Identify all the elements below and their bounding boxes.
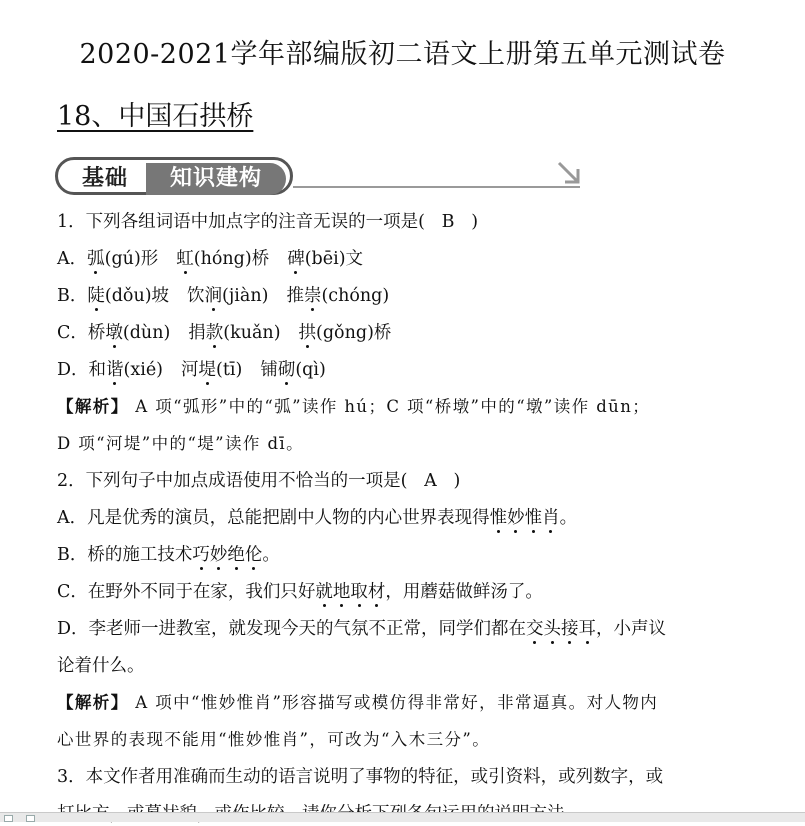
dotted-char: 取 <box>350 582 368 602</box>
dotted-char: 妙 <box>209 545 228 565</box>
q1-stem-close: ) <box>471 212 479 232</box>
word-pinyin: (dǒu)坡 <box>104 286 170 306</box>
dotted-char: 碑 <box>287 249 305 269</box>
word-pinyin: (bēi)文 <box>304 249 364 269</box>
word-prefix: 捐 <box>188 323 206 343</box>
dotted-char: 接 <box>561 619 579 639</box>
option-text: 。 <box>262 545 280 565</box>
document-title: 2020-2021学年部编版初二语文上册第五单元测试卷 <box>79 39 726 70</box>
word-prefix: 铺 <box>260 360 278 380</box>
arrow-down-right-icon <box>555 159 583 187</box>
word-pinyin: (xié) <box>123 360 164 380</box>
option-text: A．凡是优秀的演员，总能把剧中人物的内心世界表现得 <box>57 508 490 528</box>
word-pinyin: (hóng)桥 <box>193 249 270 269</box>
option-text: D．李老师一进教室，就发现今天的气氛不正常，同学们都在 <box>57 619 527 639</box>
dotted-char: 材 <box>367 582 386 602</box>
dotted-char: 款 <box>205 323 224 343</box>
q1-option-b <box>57 284 389 308</box>
q2-option-d <box>57 617 666 641</box>
lesson-heading: 18、中国石拱桥 <box>57 101 254 132</box>
section-pill <box>55 157 293 195</box>
q1-analysis-line-1 <box>57 395 650 419</box>
dotted-char: 交 <box>526 619 544 639</box>
q2-option-b <box>57 543 280 567</box>
q2-analysis-line-2 <box>57 728 490 752</box>
analysis-text: 心世界的表现不能用“惟妙惟肖”，可改为“入木三分”。 <box>57 730 491 749</box>
dotted-char: 堤 <box>198 360 217 380</box>
option-text: ，用蘑菇做鲜汤了。 <box>385 582 543 602</box>
option-text: B．桥的施工技术 <box>57 545 193 565</box>
word-pinyin: (kuǎn) <box>223 323 281 343</box>
word-pinyin: (qì) <box>295 360 326 380</box>
q1-option-d <box>57 358 326 382</box>
analysis-text: A 项中“惟妙惟肖”形容描写或模仿得非常好，非常逼真。对人物内 <box>128 693 659 712</box>
word-prefix: 桥 <box>87 323 106 343</box>
dotted-char: 崇 <box>303 286 322 306</box>
dotted-char: 绝 <box>227 545 245 565</box>
dotted-char: 惟 <box>524 508 543 528</box>
dotted-char: 陡 <box>87 286 105 306</box>
word-pinyin: (dùn) <box>122 323 171 343</box>
option-label: D． <box>57 360 89 380</box>
dotted-char: 拱 <box>298 323 317 343</box>
word-pinyin: (jiàn) <box>222 286 269 306</box>
word-pinyin: (tī) <box>216 360 243 380</box>
q2-option-c <box>57 580 543 604</box>
q3-stem-line-1 <box>57 765 663 789</box>
analysis-label: 【解析】 <box>57 397 129 416</box>
q2-stem-close: ) <box>453 471 461 491</box>
q3-stem-text: 3．本文作者用准确而生动的语言说明了事物的特征，或引资料，或列数字，或 <box>57 767 664 787</box>
option-text: 论着什么。 <box>57 656 145 676</box>
dotted-char: 巧 <box>192 545 210 565</box>
option-text: C．在野外不同于在家，我们只好 <box>57 582 316 602</box>
word-prefix: 河 <box>181 360 199 380</box>
analysis-label: 【解析】 <box>57 693 129 712</box>
section-banner <box>55 155 585 199</box>
q2-answer: A <box>424 471 437 491</box>
dotted-char: 墩 <box>105 323 123 343</box>
q1-option-a <box>57 247 363 271</box>
q2-option-a <box>57 506 577 530</box>
dotted-char: 谐 <box>106 360 124 380</box>
dotted-char: 耳 <box>578 619 597 639</box>
q2-stem-text: 2．下列句子中加点成语使用不恰当的一项是( <box>57 471 408 491</box>
option-label: B． <box>57 286 88 306</box>
word-prefix: 推 <box>286 286 304 306</box>
option-text: 。 <box>559 508 578 528</box>
analysis-text: D 项“河堤”中的“堤”读作 dī。 <box>57 434 304 453</box>
dotted-char: 就 <box>315 582 333 602</box>
option-label: C． <box>57 323 88 343</box>
q1-analysis-line-2 <box>57 432 304 456</box>
section-label-knowledge: 知识建构 <box>146 163 286 195</box>
q2-stem <box>57 469 460 493</box>
q1-answer: B <box>441 212 455 232</box>
section-label-basic: 基础 <box>81 166 128 191</box>
dotted-char: 涧 <box>204 286 223 306</box>
dotted-char: 地 <box>332 582 351 602</box>
q2-option-d-continued <box>57 654 145 678</box>
dotted-char: 虹 <box>176 249 194 269</box>
word-pinyin: (gǒng)桥 <box>316 323 392 343</box>
dotted-char: 惟 <box>489 508 508 528</box>
dotted-char: 头 <box>543 619 562 639</box>
dotted-char: 砌 <box>277 360 296 380</box>
dotted-char: 弧 <box>87 249 105 269</box>
option-text: ，小声议 <box>596 619 667 639</box>
q1-stem <box>57 210 478 234</box>
q1-option-c <box>57 321 391 345</box>
word-prefix: 和 <box>88 360 107 380</box>
word-prefix: 饮 <box>187 286 205 306</box>
dotted-char: 妙 <box>507 508 525 528</box>
dotted-char: 肖 <box>542 508 560 528</box>
word-pinyin: (chóng) <box>321 286 390 306</box>
section-divider <box>293 186 580 188</box>
word-pinyin: (gú)形 <box>104 249 159 269</box>
analysis-text: A 项“弧形”中的“弧”读作 hú；C 项“桥墩”中的“墩”读作 dūn； <box>128 397 651 416</box>
dotted-char: 伦 <box>244 545 263 565</box>
option-label: A． <box>57 249 88 269</box>
q2-analysis-line-1 <box>57 691 658 715</box>
q1-stem-text: 1．下列各组词语中加点字的注音无误的一项是( <box>57 212 425 232</box>
